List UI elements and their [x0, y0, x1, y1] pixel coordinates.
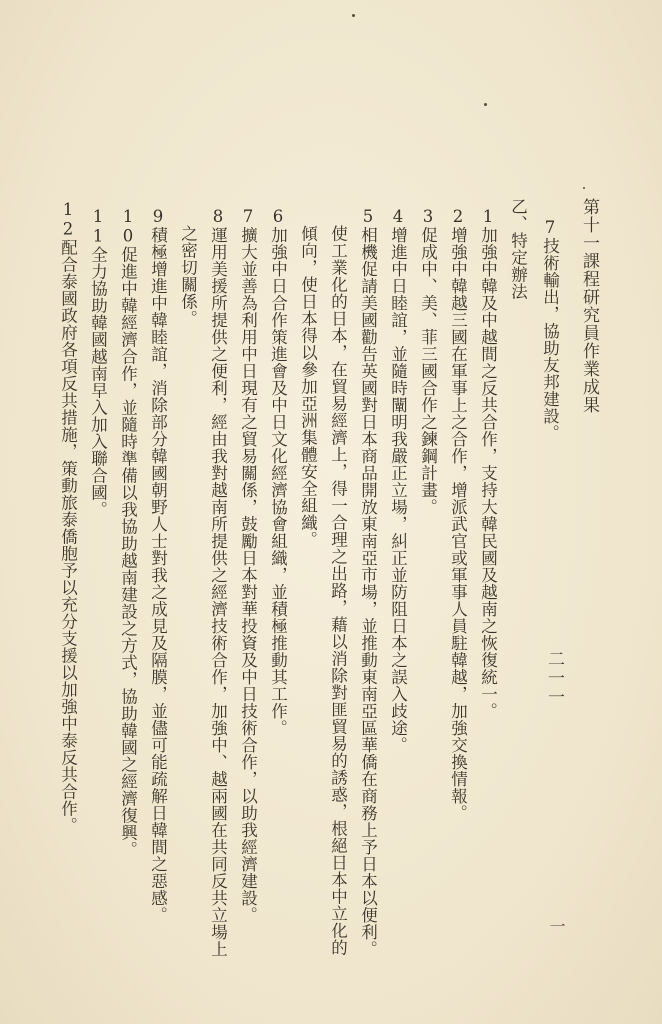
list-item-12: 12配合泰國政府各項反共措施，策動旅泰僑胞予以充分支援以加強中泰反共合作。	[58, 200, 78, 834]
page-title: 第十一課程研究員作業成果	[579, 198, 599, 414]
paper-speck	[484, 103, 487, 106]
list-item-4: 4增進中日睦誼，並隨時闡明我嚴正立場，糾正並防阻日本之誤入歧途。	[388, 207, 408, 754]
footer-mark: 一	[547, 918, 566, 934]
page-number: 二一一	[544, 650, 564, 707]
list-item-1: 1加強中韓及中越間之反共合作，支持大韓民國及越南之恢復統一。	[478, 207, 498, 720]
list-item-8-continued: 之密切關係。	[178, 225, 198, 327]
list-item-9: 9積極增進中韓睦誼，消除部分韓國朝野人士對我之成見及隔膜，並儘可能疏解日韓間之惡感。	[148, 207, 168, 924]
list-item-7: 7擴大並善為利用中日現有之貿易關係，鼓勵日本對華投資及中日技術合作，以助我經濟建設。	[238, 207, 258, 924]
list-item-3: 3促成中、美、菲三國合作之鍊鋼計畫。	[418, 207, 438, 516]
paper-speck	[583, 187, 585, 189]
list-item-5-continued: 使工業化的日本，在貿易經濟上，得一合理之出路，藉以消除對匪貿易的誘惑，根絕日本中立化的	[328, 225, 348, 956]
list-item-5: 5相機促請美國勸告英國對日本商品開放東南亞市場，並推動東南亞區華僑在商務上予日本以便利。	[358, 207, 378, 958]
list-item-8: 8運用美援所提供之便利，經由我對越南所提供之經濟技術合作，加強中、越兩國在共同反共立場上	[208, 207, 228, 958]
list-item-10: 10促進中韓經濟合作，並隨時準備以我協助越南建設之方式，協助韓國之經濟復興。	[118, 207, 138, 858]
list-item-11: 11全力協助韓國越南早入加入聯合國。	[88, 207, 108, 518]
list-item-5-continued: 傾向，使日本得以參加亞洲集體安全組織。	[298, 225, 318, 548]
list-item-6: 6加強中日合作策進會及中日文化經濟協會組織，並積極推動其工作。	[268, 207, 288, 737]
item-7-technical-export: 7技術輸出，協助友邦建設。	[540, 218, 560, 442]
paper-speck	[352, 14, 355, 17]
section-heading: 乙、特定辦法	[508, 198, 528, 300]
list-item-2: 2增強中韓越三國在軍事上之合作，增派武官或軍事人員駐韓越，加強交換情報。	[448, 207, 468, 822]
